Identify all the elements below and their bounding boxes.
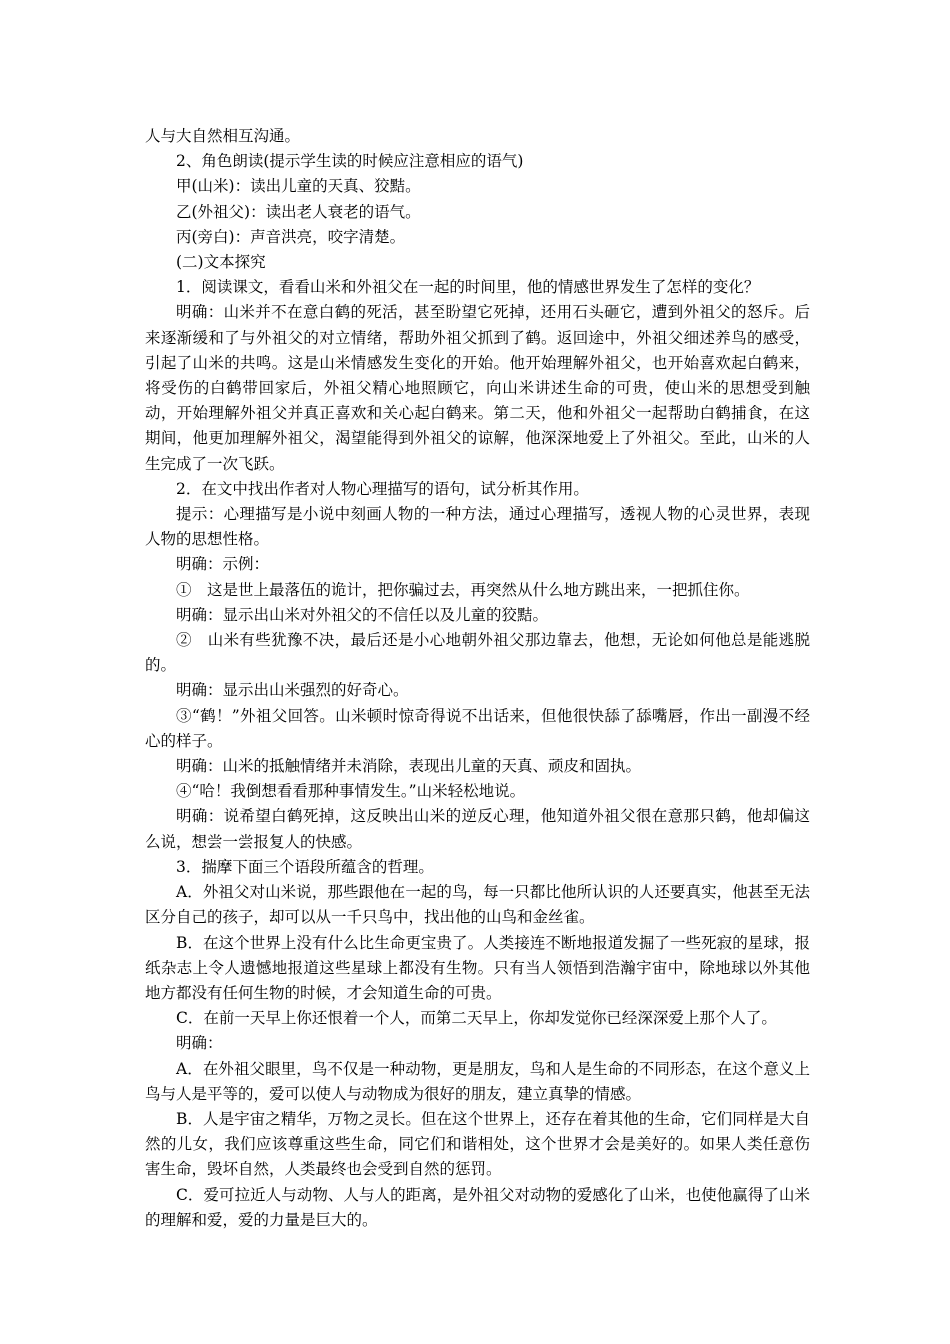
question: 3．揣摩下面三个语段所蕴含的哲理。 [176,857,434,876]
answer-paragraph: 明确：显示出山米对外祖父的不信任以及儿童的狡黠。 [176,605,549,624]
answer-paragraph: 明确：显示出山米强烈的好奇心。 [176,681,409,700]
paragraph: 乙(外祖父)：读出老人衰老的语气。 [176,202,421,221]
document-page [145,124,810,1233]
hint-paragraph: 提示：心理描写是小说中刻画人物的一种方法，通过心理描写，透视人物的心灵世界，表现人物的思想性格。 [145,505,810,549]
paragraph: 2、角色朗读(提示学生读的时候应注意相应的语气) [176,152,524,171]
paragraph: 丙(旁白)：声音洪亮，咬字清楚。 [176,227,406,246]
paragraph: 明确： [176,1034,223,1053]
answer-paragraph: 明确：山米的抵触情绪并未消除，表现出儿童的天真、顽皮和固执。 [176,757,642,776]
answer-item: B．人是宇宙之精华，万物之灵长。但在这个世界上，还存在着其他的生命，它们同样是大自然的儿女，我们应该尊重这些生命，同它们和谐相处，这个世界才会是美好的。如果人类任意伤害生命，毁坏自然，人类最终也会受到自然的惩罚。 [145,1109,810,1179]
passage-item: B．在这个世界上没有什么比生命更宝贵了。人类接连不断地报道发掘了一些死寂的星球，报纸杂志上令人遗憾地报道这些星球上都没有生物。只有当人领悟到浩瀚宇宙中，除地球以外其他地方都没有任何生物的时候，才会知道生命的可贵。 [145,933,810,1002]
passage-item: A．外祖父对山米说，那些跟他在一起的鸟，每一只都比他所认识的人还要真实，他甚至无法区分自己的孩子，却可以从一千只鸟中，找出他的山鸟和金丝雀。 [145,883,810,927]
example-item: ③“鹤！”外祖父回答。山米顿时惊奇得说不出话来，但他很快舔了舔嘴唇，作出一副漫不经心的样子。 [145,706,810,750]
answer-item: C．爱可拉近人与动物、人与人的距离，是外祖父对动物的爱感化了山米，也使他赢得了山米的理解和爱，爱的力量是巨大的。 [145,1185,810,1229]
answer-paragraph: 明确：山米并不在意白鹤的死活，甚至盼望它死掉，还用石头砸它，遭到外祖父的怒斥。后来逐渐缓和了与外祖父的对立情绪，帮助外祖父抓到了鹤。返回途中，外祖父细述养鸟的感受，引起了山米的共鸣。这是山米情感发生变化的开始。他开始理解外祖父，也开始喜欢起白鹤来，将受伤的白鹤带回家后，外祖父精心地照顾它，向山米讲述生命的可贵，使山米的思想受到触动，开始理解外祖父并真正喜欢和关心起白鹤来。第二天，他和外祖父一起帮助白鹤捕食，在这期间，他更加理解外祖父，渴望能得到外祖父的谅解，他深深地爱上了外祖父。至此，山米的人生完成了一次飞跃。 [145,303,810,473]
example-item: ① 这是世上最落伍的诡计，把你骗过去，再突然从什么地方跳出来，一把抓住你。 [176,580,750,599]
passage-item: C．在前一天早上你还恨着一个人，而第二天早上，你却发觉你已经深深爱上那个人了。 [176,1009,777,1028]
paragraph: 甲(山米)：读出儿童的天真、狡黠。 [176,177,421,196]
answer-item: A．在外祖父眼里，鸟不仅是一种动物，更是朋友，鸟和人是生命的不同形态，在这个意义上鸟与人是平等的，爱可以使人与动物成为很好的朋友，建立真挚的情感。 [145,1059,810,1103]
answer-paragraph: 明确：说希望白鹤死掉，这反映出山米的逆反心理，他知道外祖父很在意那只鹤，他却偏这么说，想尝一尝报复人的快感。 [145,807,810,851]
paragraph: 明确：示例： [176,555,270,574]
paragraph: 人与大自然相互沟通。 [145,127,301,145]
example-item: ② 山米有些犹豫不决，最后还是小心地朝外祖父那边靠去，他想，无论如何他总是能逃脱的。 [145,631,810,675]
example-item: ④“哈！我倒想看看那种事情发生。”山米轻松地说。 [176,782,526,801]
question: 2．在文中找出作者对人物心理描写的语句，试分析其作用。 [176,479,589,498]
question: 1．阅读课文，看看山米和外祖父在一起的时间里，他的情感世界发生了怎样的变化？ [176,278,760,297]
section-heading: (二)文本探究 [176,253,266,272]
